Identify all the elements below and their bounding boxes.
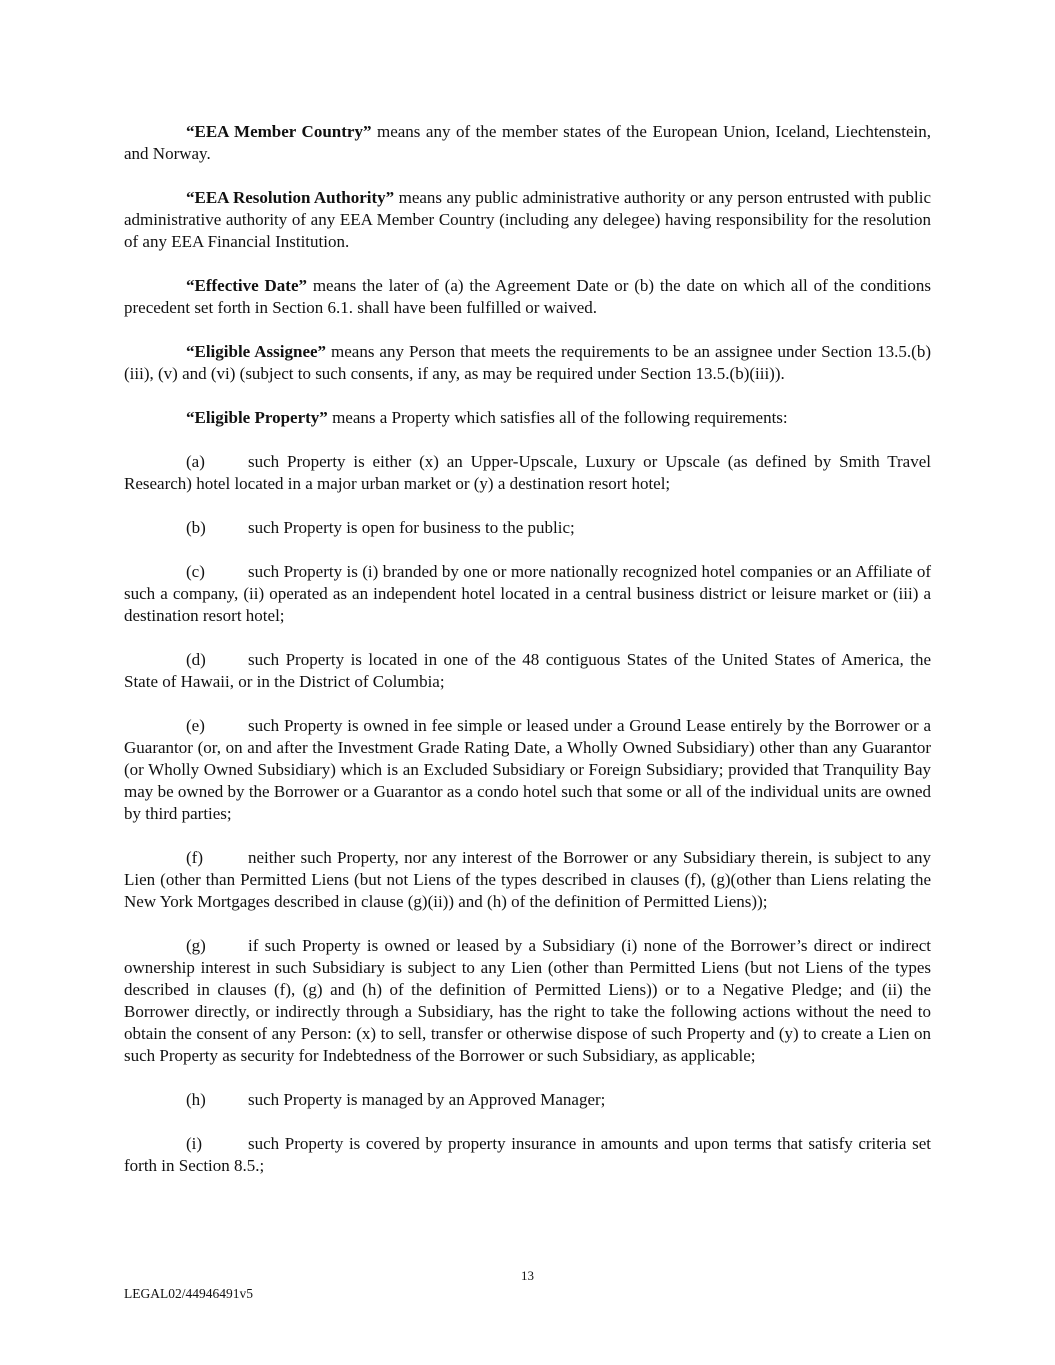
clause-text: if such Property is owned or leased by a Subsidiary (i) none of the Borrower’s direct or indirect ownership interest in such Subsidiary is subject to any Lien (other than Permitted Liens (but not Liens of the types described in clauses (f), (g) and (h) of the definition of Permitted Liens)) or to a Negative Pledge; and (ii) the Borrower directly, or indirectly through a Subsidiary, has the right to take the following actions without the need to obtain the consent of any Person: (x) to sell, transfer or otherwise dispose of such Property and (y) to create a Lien on such Property as security for Indebtedness of the Borrower or such Subsidiary, as applicable; [124, 936, 931, 1065]
clause-label: (h) [186, 1090, 206, 1109]
defined-term: “Eligible Property” [186, 408, 328, 427]
clause-paragraph [124, 1089, 931, 1111]
definition-paragraph [124, 341, 931, 385]
clause-paragraph [124, 561, 931, 627]
definition-body: means any of the member states of the European Union, Iceland, Liechtenstein, and Norway. [124, 122, 931, 163]
clause-paragraph [124, 451, 931, 495]
clause-text: neither such Property, nor any interest of the Borrower or any Subsidiary therein, is subject to any Lien (other than Permitted Liens (but not Liens of the types described in clauses (f), (g)(other than Liens relating the New York Mortgages described in clause (g)(ii)) and (h) of the definition of Permitted Liens)); [124, 848, 931, 911]
clause-paragraph [124, 517, 931, 539]
clause-label: (c) [186, 562, 205, 581]
page-number: 13 [521, 1268, 534, 1283]
definition-paragraph [124, 407, 931, 429]
clause-label: (a) [186, 452, 205, 471]
clause-label: (e) [186, 716, 205, 735]
defined-term: “EEA Resolution Authority” [186, 188, 395, 207]
definition-paragraph [124, 121, 931, 165]
definition-body: means the later of (a) the Agreement Date or (b) the date on which all of the conditions precedent set forth in Section 6.1. shall have been fulfilled or waived. [124, 276, 932, 317]
defined-term: “Effective Date” [186, 276, 307, 295]
clause-paragraph [124, 847, 931, 913]
clause-text: such Property is open for business to the public; [248, 518, 575, 537]
clause-label: (f) [186, 848, 203, 867]
definition-body: means any Person that meets the requirements to be an assignee under Section 13.5.(b)(iii), (v) and (vi) (subject to such consents, if any, as may be required under Section 13.5.(b)(iii)). [124, 342, 931, 383]
clause-paragraph [124, 649, 931, 693]
clause-label: (d) [186, 650, 206, 669]
clause-text: such Property is located in one of the 48 contiguous States of the United States of America, the State of Hawaii, or in the District of Columbia; [124, 650, 931, 691]
document-body [124, 121, 931, 1199]
clause-text: such Property is managed by an Approved Manager; [248, 1090, 606, 1109]
clause-label: (i) [186, 1134, 203, 1153]
defined-term: “Eligible Assignee” [186, 342, 327, 361]
clause-text: such Property is (i) branded by one or more nationally recognized hotel companies or an Affiliate of such a company, (ii) operated as an independent hotel located in a central business district or leisure market or (iii) a destination resort hotel; [124, 562, 931, 625]
clause-paragraph [124, 715, 931, 825]
clause-paragraph [124, 935, 931, 1067]
definition-paragraph [124, 275, 931, 319]
clause-label: (g) [186, 936, 206, 955]
clause-text: such Property is covered by property insurance in amounts and upon terms that satisfy criteria set forth in Section 8.5.; [124, 1134, 931, 1175]
defined-term: “EEA Member Country” [186, 122, 372, 141]
clause-label: (b) [186, 518, 206, 537]
clause-paragraph [124, 1133, 931, 1177]
clause-text: such Property is owned in fee simple or leased under a Ground Lease entirely by the Borrower or a Guarantor (or, on and after the Investment Grade Rating Date, a Wholly Owned Subsidiary) other than any Guarantor (or Wholly Owned Subsidiary) which is an Excluded Subsidiary or Foreign Subsidiary; provided that Tranquility Bay may be owned by the Borrower or a Guarantor as a condo hotel such that some or all of the individual units are owned by third parties; [124, 716, 931, 823]
document-id: LEGAL02/44946491v5 [124, 1286, 253, 1301]
definition-body: means any public administrative authority or any person entrusted with public administrative authority of any EEA Member Country (including any delegee) having responsibility for the resolution of any EEA Financial Institution. [124, 188, 932, 251]
definition-body: means a Property which satisfies all of the following requirements: [327, 408, 788, 427]
definition-paragraph [124, 187, 931, 253]
clause-text: such Property is either (x) an Upper-Upscale, Luxury or Upscale (as defined by Smith Travel Research) hotel located in a major urban market or (y) a destination resort hotel; [124, 452, 931, 493]
